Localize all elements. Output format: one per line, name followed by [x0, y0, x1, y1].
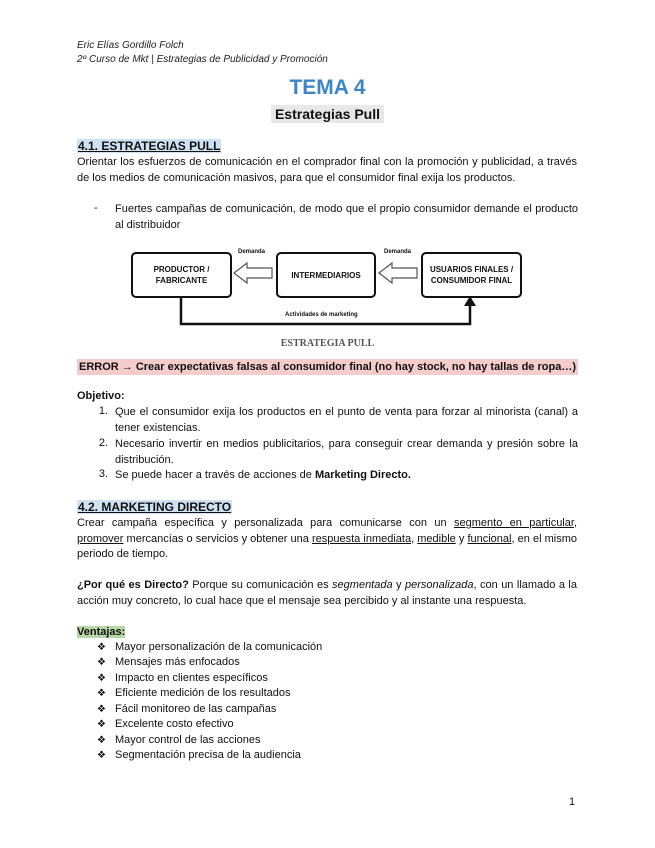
list-item: Impacto en clientes específicos [115, 672, 268, 684]
advantages-label: Ventajas: [77, 626, 126, 638]
header-author: Eric Elías Gordillo Folch [77, 40, 184, 51]
section-heading-marketing: 4.2. MARKETING DIRECTO [78, 500, 232, 514]
objective-num-2: 2. [98, 437, 108, 449]
bullet-icon: ❖ [97, 642, 106, 653]
objective-num-3: 3. [98, 468, 108, 480]
demand-arrow-left [234, 263, 272, 283]
list-item: Mensajes más enfocados [115, 656, 240, 668]
objective-num-1: 1. [98, 405, 108, 417]
bullet-icon: ❖ [97, 750, 106, 761]
bullet-icon: ❖ [97, 657, 106, 668]
list-item: Mayor personalización de la comunicación [115, 641, 323, 653]
list-item: Eficiente medición de los resultados [115, 687, 291, 699]
objective-2: Necesario invertir en medios publicitarios, para conseguir crear demanda y presión sobre la distribución. [115, 438, 578, 466]
advantages-label-row [77, 625, 577, 641]
list-item: Mayor control de las acciones [115, 734, 261, 746]
objective-label: Objetivo: [77, 390, 125, 402]
bullet-icon: ❖ [97, 719, 106, 730]
section2-paragraph1: Crear campaña específica y personalizada para comunicarse con un segmento en particular, promover mercancías o servicios y obtener una respuesta inmediata, medible y funcional, en el mismo periodo de tiempo. [77, 517, 577, 561]
label-demanda-left: Demanda [238, 249, 266, 255]
bullet-icon: ❖ [97, 704, 106, 715]
box-intermediarios: INTERMEDIARIOS [276, 252, 376, 298]
objective-3: Se puede hacer a través de acciones de Marketing Directo. [115, 469, 411, 481]
error-note: ERROR → Crear expectativas falsas al consumidor final (no hay stock, no hay tallas de ropa…) [77, 359, 578, 375]
label-marketing: Actividades de marketing [285, 312, 358, 318]
marketing-line [181, 297, 470, 324]
bullet-icon: ❖ [97, 735, 106, 746]
page-number: 1 [569, 796, 576, 808]
objective-1: Que el consumidor exija los productos en el punto de venta para forzar al minorista (canal) a tener existencias. [115, 406, 578, 434]
demand-arrow-right [379, 263, 417, 283]
list-item: Fácil monitoreo de las campañas [115, 703, 277, 715]
section1-intro: Orientar los esfuerzos de comunicación en el comprador final con la promoción y publicidad, a través de los medios de comunicación masivos, para que el consumidor final exija los productos. [77, 156, 577, 184]
page-subtitle: Estrategias Pull [271, 105, 384, 123]
diagram-caption: ESTRATEGIA PULL [280, 338, 375, 349]
list-item: Excelente costo efectivo [115, 718, 234, 730]
section-heading-pull: 4.1. ESTRATEGIAS PULL [78, 139, 221, 153]
box-consumidor: USUARIOS FINALES / CONSUMIDOR FINAL [421, 252, 522, 298]
label-demanda-right: Demanda [384, 249, 412, 255]
box-productor: PRODUCTOR / FABRICANTE [131, 252, 232, 298]
section2-paragraph2: ¿Por qué es Directo? Porque su comunicación es segmentada y personalizada, con un llamado a la acción muy concreto, lo cual hace que el mensaje sea percibido y al instante una respuesta. [77, 579, 577, 607]
marketing-arrowhead [464, 296, 476, 306]
bullet-icon: ❖ [97, 673, 106, 684]
bullet-icon: ❖ [97, 688, 106, 699]
list-item: Segmentación precisa de la audiencia [115, 749, 301, 761]
header-course: 2º Curso de Mkt | Estrategias de Publicidad y Promoción [77, 54, 328, 65]
dash-marker: - [94, 202, 98, 214]
page-title: TEMA 4 [289, 76, 366, 99]
dash-item: Fuertes campañas de comunicación, de modo que el propio consumidor demande el producto al distribuidor [115, 203, 578, 231]
